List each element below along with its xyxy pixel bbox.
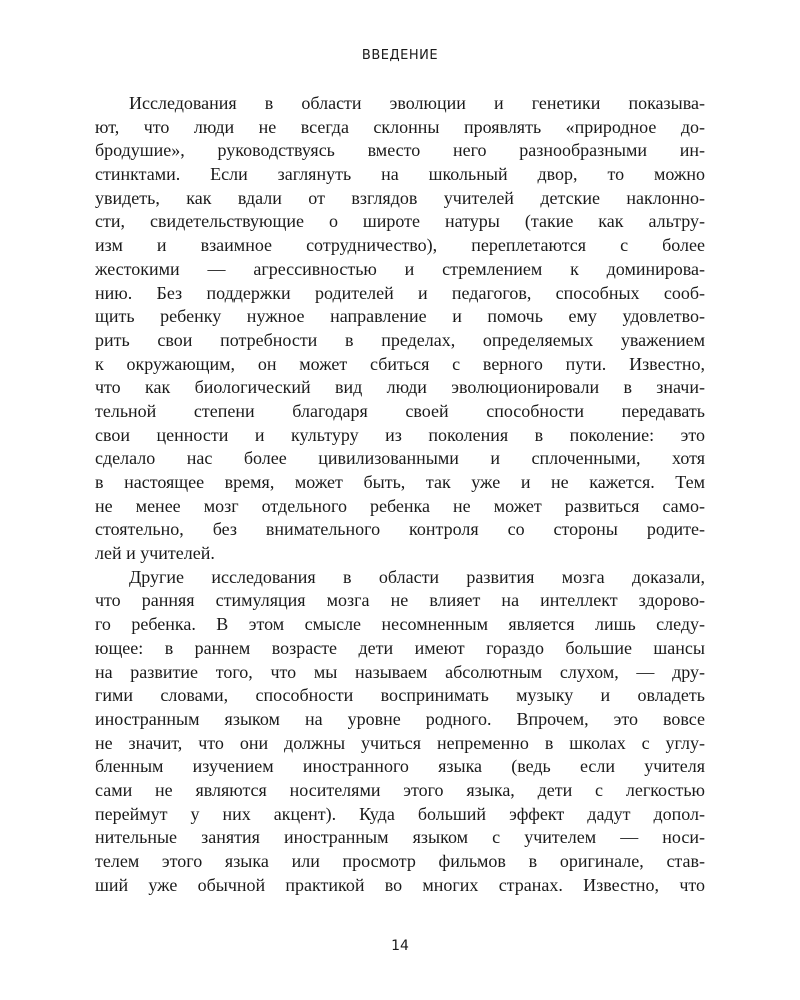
text-line: изм и взаимное сотрудничество), переплетаются с более (95, 235, 705, 256)
text-line: иностранным языком на уровне родного. Впрочем, это вовсе (95, 708, 705, 729)
body-text (95, 92, 705, 897)
text-line: не значит, что они должны учиться непременно в школах с углу- (95, 732, 705, 753)
text-line: жестокими — агрессивностью и стремлением к доминирова- (95, 258, 705, 279)
running-head: ВВЕДЕНИЕ (361, 48, 439, 63)
text-line: го ребенка. В этом смысле несомненным является лишь следу- (95, 614, 705, 635)
text-line: увидеть, как вдали от взглядов учителей детские наклонно- (95, 187, 705, 208)
text-line: в настоящее время, может быть, так уже и не кажется. Тем (95, 472, 705, 492)
text-line: стинктами. Если заглянуть на школьный двор, то можно (95, 164, 705, 185)
text-line: тельной степени благодаря своей способности передавать (95, 400, 705, 421)
text-line: стоятельно, без внимательного контроля со стороны родите- (95, 519, 705, 540)
text-line: рить свои потребности в пределах, определяемых уважением (95, 329, 705, 350)
text-line: телем этого языка или просмотр фильмов в оригинале, став- (95, 851, 705, 871)
text-line: ший уже обычной практикой во многих странах. Известно, что (95, 874, 705, 895)
text-line: щить ребенку нужное направление и помочь ему удовлетво- (95, 306, 705, 327)
text-line: свои ценности и культуру из поколения в поколение: это (95, 424, 705, 445)
text-line: к окружающим, он может сбиться с верного пути. Известно, (95, 353, 705, 374)
text-line: гими словами, способности воспринимать музыку и овладеть (95, 685, 705, 706)
text-line: не менее мозг отдельного ребенка не может развиться само- (95, 495, 705, 516)
text-line: ющее: в раннем возрасте дети имеют гораздо большие шансы (95, 637, 705, 658)
text-line: Исследования в области эволюции и генетики показыва- (129, 93, 705, 113)
paragraph-2 (95, 566, 705, 898)
text-line: сделало нас более цивилизованными и сплоченными, хотя (95, 448, 705, 469)
text-line: нию. Без поддержки родителей и педагогов, способных сооб- (95, 282, 705, 303)
text-line: ют, что люди не всегда склонны проявлять «природное до- (95, 116, 705, 137)
text-line: сти, свидетельствующие о широте натуры (такие как альтру- (95, 211, 705, 232)
paragraph-1 (95, 92, 705, 566)
text-line: бродушие», руководствуясь вместо него разнообразными ин- (95, 140, 705, 161)
page-number: 14 (391, 938, 409, 954)
text-line: Другие исследования в области развития мозга доказали, (129, 566, 705, 587)
text-line: переймут у них акцент). Куда больший эффект дадут допол- (95, 803, 705, 824)
text-line: нительные занятия иностранным языком с учителем — носи- (95, 827, 705, 848)
text-line: на развитие того, что мы называем абсолютным слухом, — дру- (95, 661, 705, 682)
text-line: сами не являются носителями этого языка, дети с легкостью (95, 779, 705, 800)
text-line: лей и учителей. (95, 543, 215, 564)
text-line: бленным изучением иностранного языка (ведь если учителя (95, 756, 705, 777)
text-line: что ранняя стимуляция мозга не влияет на интеллект здорово- (95, 590, 705, 611)
text-line: что как биологический вид люди эволюционировали в значи- (95, 377, 705, 398)
